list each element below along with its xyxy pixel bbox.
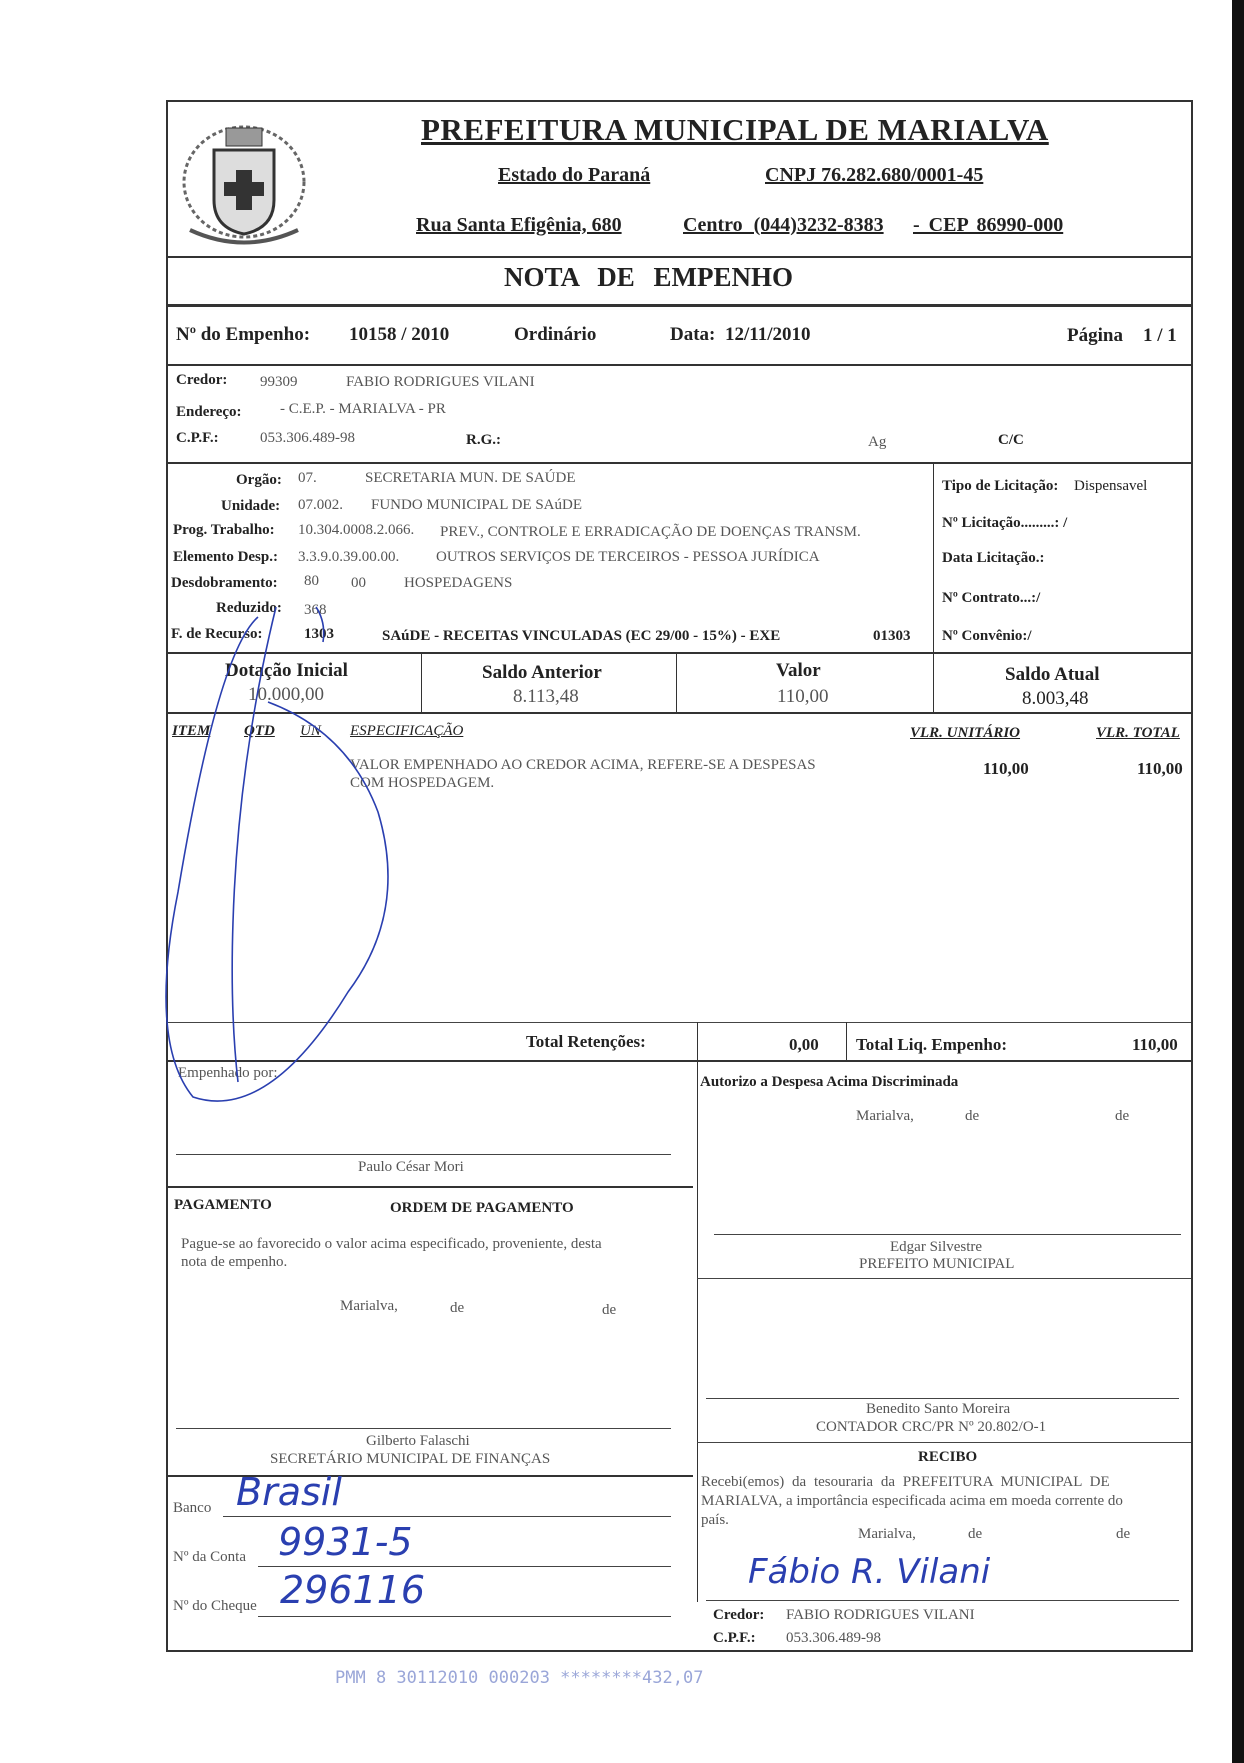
cheque-label: Nº do Cheque bbox=[173, 1598, 257, 1614]
liq-label: Total Liq. Empenho: bbox=[856, 1035, 1007, 1054]
desd-sub: 00 bbox=[351, 575, 366, 591]
empenho-type: Ordinário bbox=[514, 324, 597, 345]
num-convenio: Nº Convênio:/ bbox=[942, 628, 1032, 644]
saldo-atual-value: 8.003,48 bbox=[1022, 688, 1089, 709]
rg-label: R.G.: bbox=[466, 432, 501, 448]
header-state: Estado do Paraná bbox=[498, 164, 651, 186]
dotacao-label: Dotação Inicial bbox=[225, 660, 348, 681]
pague-line2: nota de empenho. bbox=[181, 1254, 288, 1270]
col-total: VLR. TOTAL bbox=[1096, 725, 1180, 741]
cpf-label: C.P.F.: bbox=[176, 430, 219, 446]
doc-title: NOTA DE EMPENHO bbox=[504, 262, 794, 292]
recibo-de2: de bbox=[1116, 1526, 1131, 1542]
autorizo-de1: de bbox=[965, 1108, 980, 1124]
pagamento-label: PAGAMENTO bbox=[174, 1197, 272, 1213]
dotacao-value: 10.000,00 bbox=[248, 684, 324, 705]
empenho-number: 10158 / 2010 bbox=[349, 324, 450, 345]
reduzido-value: 368 bbox=[304, 602, 327, 618]
header-cnpj: CNPJ 76.282.680/0001-45 bbox=[765, 164, 984, 186]
item-unit-value: 110,00 bbox=[983, 759, 1029, 778]
col-unit: VLR. UNITÁRIO bbox=[910, 725, 1021, 741]
recibo-line2: MARIALVA, a importância especificada acima em moeda corrente do bbox=[701, 1493, 1123, 1509]
banco-handwritten: Brasil bbox=[236, 1470, 342, 1514]
autorizo-label: Autorizo a Despesa Acima Discriminada bbox=[700, 1074, 959, 1090]
cpf-value: 053.306.489-98 bbox=[260, 430, 355, 446]
header-title: PREFEITURA MUNICIPAL DE MARIALVA bbox=[421, 112, 1049, 147]
unidade-code: 07.002. bbox=[298, 497, 343, 513]
saldo-anterior-label: Saldo Anterior bbox=[482, 662, 602, 683]
prog-name: PREV., CONTROLE E ERRADICAÇÃO DE DOENÇAS TRANSM. bbox=[440, 524, 861, 540]
pague-line1: Pague-se ao favorecido o valor acima especificado, proveniente, desta bbox=[181, 1236, 602, 1252]
ag-label: Ag bbox=[868, 434, 887, 450]
secretario-name: Gilberto Falaschi bbox=[366, 1433, 470, 1449]
endereco-label: Endereço: bbox=[176, 404, 242, 420]
saldo-anterior-value: 8.113,48 bbox=[513, 686, 579, 707]
recibo-place: Marialva, bbox=[858, 1526, 916, 1542]
cashier-stamp: PMM 8 30112010 000203 ********432,07 bbox=[335, 1668, 704, 1688]
item-desc-line2: COM HOSPEDAGEM. bbox=[350, 775, 495, 791]
header-cep: - CEP 86990-000 bbox=[913, 214, 1064, 236]
desd-label: Desdobramento: bbox=[171, 575, 278, 591]
prefeito-title: PREFEITO MUNICIPAL bbox=[859, 1256, 1015, 1272]
recibo-label: RECIBO bbox=[918, 1449, 978, 1465]
orgao-name: SECRETARIA MUN. DE SAÚDE bbox=[365, 470, 576, 486]
banco-label: Banco bbox=[173, 1500, 212, 1516]
reduzido-label: Reduzido: bbox=[216, 600, 282, 616]
empenho-label: Nº do Empenho: bbox=[176, 324, 311, 345]
header-street: Rua Santa Efigênia, 680 bbox=[416, 214, 622, 236]
page-label: Página bbox=[1067, 325, 1123, 346]
recibo-credor-name: FABIO RODRIGUES VILANI bbox=[786, 1607, 975, 1623]
empenhado-label: Empenhado por: bbox=[178, 1065, 278, 1081]
pague-place: Marialva, bbox=[340, 1298, 398, 1314]
item-total-value: 110,00 bbox=[1137, 759, 1183, 778]
credor-name: FABIO RODRIGUES VILANI bbox=[346, 374, 535, 390]
ordem-label: ORDEM DE PAGAMENTO bbox=[390, 1200, 574, 1216]
empenho-date-label: Data: bbox=[670, 324, 716, 345]
prefeito-name: Edgar Silvestre bbox=[890, 1239, 983, 1255]
recibo-line1: Recebi(emos) da tesouraria da PREFEITURA MUNICIPAL DE bbox=[701, 1474, 1110, 1490]
unidade-label: Unidade: bbox=[221, 498, 281, 514]
credor-label: Credor: bbox=[176, 372, 228, 388]
pen-strokes bbox=[108, 562, 568, 1202]
desd-code: 80 bbox=[304, 573, 319, 589]
retencoes-label: Total Retenções: bbox=[526, 1032, 646, 1051]
nota-de-empenho bbox=[166, 100, 1193, 1652]
secretario-title: SECRETÁRIO MUNICIPAL DE FINANÇAS bbox=[270, 1451, 551, 1467]
recibo-cpf-value: 053.306.489-98 bbox=[786, 1630, 881, 1646]
item-desc-line1: VALOR EMPENHADO AO CREDOR ACIMA, REFERE-SE A DESPESAS bbox=[350, 757, 816, 773]
valor-label: Valor bbox=[776, 660, 821, 681]
num-contrato: Nº Contrato...:/ bbox=[942, 590, 1041, 606]
endereco-value: - C.E.P. - MARIALVA - PR bbox=[280, 401, 446, 417]
unidade-name: FUNDO MUNICIPAL DE SAúDE bbox=[371, 497, 582, 513]
cc-label: C/C bbox=[998, 432, 1024, 448]
cheque-handwritten: 296116 bbox=[280, 1568, 426, 1612]
empenho-date: 12/11/2010 bbox=[725, 324, 811, 345]
header-phone: Centro (044)3232-8383 bbox=[683, 214, 884, 236]
valor-value: 110,00 bbox=[777, 686, 829, 707]
desd-name: HOSPEDAGENS bbox=[404, 575, 513, 591]
prog-label: Prog. Trabalho: bbox=[173, 522, 275, 538]
recurso-name: SAúDE - RECEITAS VINCULADAS (EC 29/00 - 15%) - EXE bbox=[382, 628, 781, 644]
autorizo-de2: de bbox=[1115, 1108, 1130, 1124]
recibo-de1: de bbox=[968, 1526, 983, 1542]
elem-code: 3.3.9.0.39.00.00. bbox=[298, 549, 400, 565]
col-un: UN bbox=[300, 723, 321, 739]
data-licitacao: Data Licitação.: bbox=[942, 550, 1045, 566]
tipo-licitacao: Dispensavel bbox=[1074, 478, 1148, 494]
recibo-cpf-label: C.P.F.: bbox=[713, 1630, 756, 1646]
pague-de2: de bbox=[602, 1302, 617, 1318]
orgao-code: 07. bbox=[298, 470, 317, 486]
retencoes-value: 0,00 bbox=[789, 1035, 819, 1054]
col-item: ITEM bbox=[172, 723, 211, 739]
elem-label: Elemento Desp.: bbox=[173, 549, 278, 565]
tipo-licitacao-label: Tipo de Licitação: bbox=[942, 478, 1059, 494]
conta-handwritten: 9931-5 bbox=[278, 1520, 413, 1564]
empenhado-name: Paulo César Mori bbox=[358, 1159, 464, 1175]
recurso-code: 1303 bbox=[304, 626, 334, 642]
page-number: 1 / 1 bbox=[1143, 325, 1177, 346]
autorizo-place: Marialva, bbox=[856, 1108, 914, 1124]
credor-code: 99309 bbox=[260, 374, 298, 390]
liq-value: 110,00 bbox=[1132, 1035, 1178, 1054]
prog-code: 10.304.0008.2.066. bbox=[298, 522, 415, 538]
col-qtd: QTD bbox=[244, 723, 275, 739]
col-spec: ESPECIFICAÇÃO bbox=[350, 723, 464, 739]
credor-signature: Fábio R. Vilani bbox=[748, 1552, 991, 1592]
recibo-credor-label: Credor: bbox=[713, 1607, 765, 1623]
num-licitacao: Nº Licitação.........: / bbox=[942, 515, 1068, 531]
elem-name: OUTROS SERVIÇOS DE TERCEIROS - PESSOA JURÍDICA bbox=[436, 549, 820, 565]
contador-name: Benedito Santo Moreira bbox=[866, 1401, 1011, 1417]
recurso-num: 01303 bbox=[873, 628, 911, 644]
recurso-label: F. de Recurso: bbox=[171, 626, 263, 642]
contador-title: CONTADOR CRC/PR Nº 20.802/O-1 bbox=[816, 1419, 1047, 1435]
conta-label: Nº da Conta bbox=[173, 1549, 246, 1565]
recibo-line3: país. bbox=[701, 1512, 729, 1528]
scan-edge bbox=[1232, 0, 1244, 1763]
pague-de1: de bbox=[450, 1300, 465, 1316]
saldo-atual-label: Saldo Atual bbox=[1005, 664, 1100, 685]
orgao-label: Orgão: bbox=[236, 472, 282, 488]
coat-of-arms-icon bbox=[170, 110, 318, 250]
